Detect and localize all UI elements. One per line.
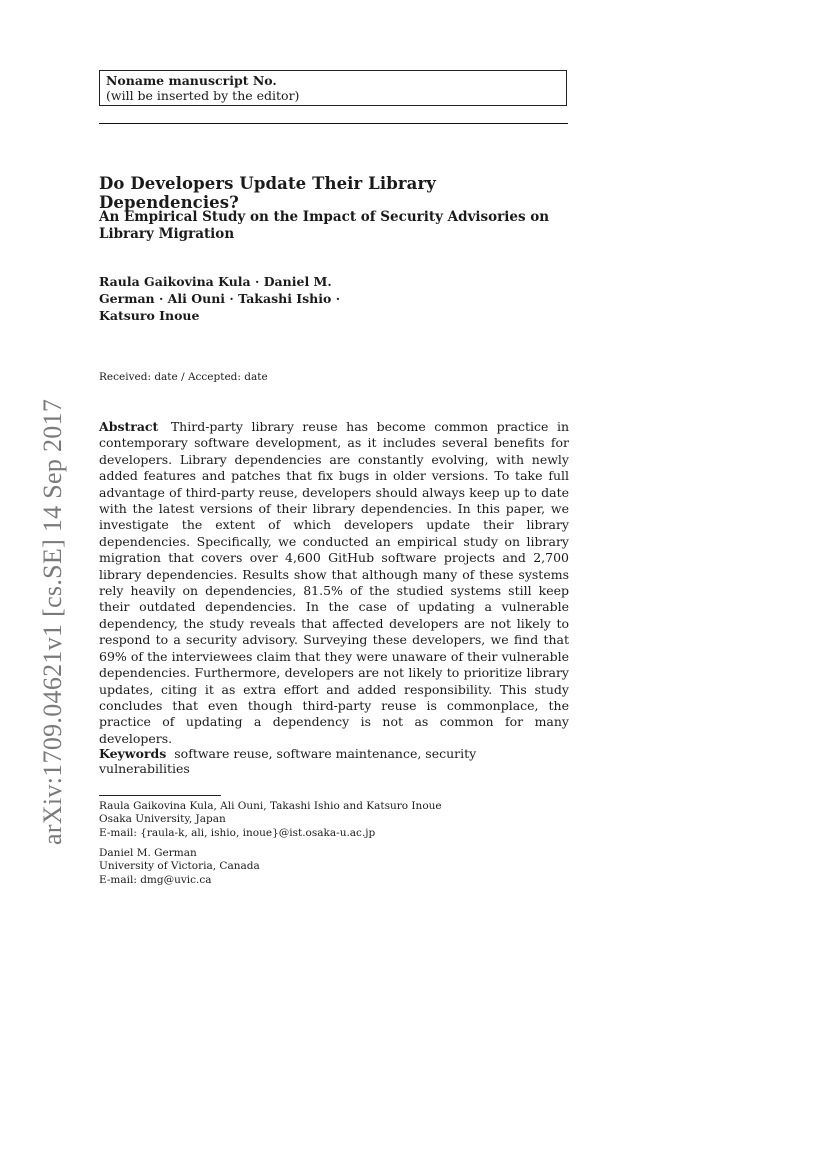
manuscript-header-box	[99, 70, 567, 106]
affiliation-osaka	[99, 800, 569, 840]
affiliation-victoria	[99, 847, 569, 887]
affiliation-names: Daniel M. German	[99, 847, 197, 859]
arxiv-identifier-stamp: arXiv:1709.04621v1 [cs.SE] 14 Sep 2017	[38, 398, 67, 845]
affiliation-names: Raula Gaikovina Kula, Ali Ouni, Takashi Ishio and Katsuro Inoue	[99, 800, 442, 812]
affiliation-email: E-mail: {raula-k, ali, ishio, inoue}@ist.osaka-u.ac.jp	[99, 826, 376, 839]
footnote-rule	[99, 795, 221, 796]
affiliation-institution: Osaka University, Japan	[99, 813, 226, 826]
abstract	[99, 419, 569, 747]
keywords-text: software reuse, software maintenance, security vulnerabilities	[99, 746, 477, 776]
affiliation-institution: University of Victoria, Canada	[99, 860, 260, 873]
affiliation-email: E-mail: dmg@uvic.ca	[99, 873, 212, 886]
keywords	[99, 746, 569, 776]
header-rule	[99, 123, 568, 124]
received-date: Received: date / Accepted: date	[99, 371, 268, 383]
abstract-label: Abstract	[99, 419, 159, 434]
author-list: Raula Gaikovina Kula · Daniel M. German · Ali Ouni · Takashi Ishio · Katsuro Inoue	[99, 274, 341, 323]
paper-subtitle: An Empirical Study on the Impact of Security Advisories on Library Migration	[99, 209, 550, 242]
paper-title: Do Developers Update Their Library Dependencies?	[99, 174, 436, 212]
manuscript-number-label: Noname manuscript No.	[106, 73, 277, 88]
editor-note: (will be inserted by the editor)	[106, 88, 300, 103]
abstract-text: Third-party library reuse has become common practice in contemporary software development, as it includes several benefits for developers. Library dependencies are constantly evolving, with newly added features and patches that fix bugs in older versions. To take full advantage of third-party reuse, developers should always keep up to date with the latest versions of their library dependencies. In this paper, we investigate the extent of which developers update their library dependencies. Specifically, we conducted an empirical study on library migration that covers over 4,600 GitHub software projects and 2,700 library dependencies. Results show that although many of these systems rely heavily on dependencies, 81.5% of the studied systems still keep their outdated dependencies. In the case of updating a vulnerable dependency, the study reveals that affected developers are not likely to respond to a security advisory. Surveying these developers, we find that 69% of the interviewees claim that they were unaware of their vulnerable dependencies. Furthermore, developers are not likely to prioritize library updates, citing it as extra effort and added responsibility. This study concludes that even though third-party reuse is commonplace, the practice of updating a dependency is not as common for many developers.	[99, 419, 569, 746]
keywords-label: Keywords	[99, 746, 167, 761]
